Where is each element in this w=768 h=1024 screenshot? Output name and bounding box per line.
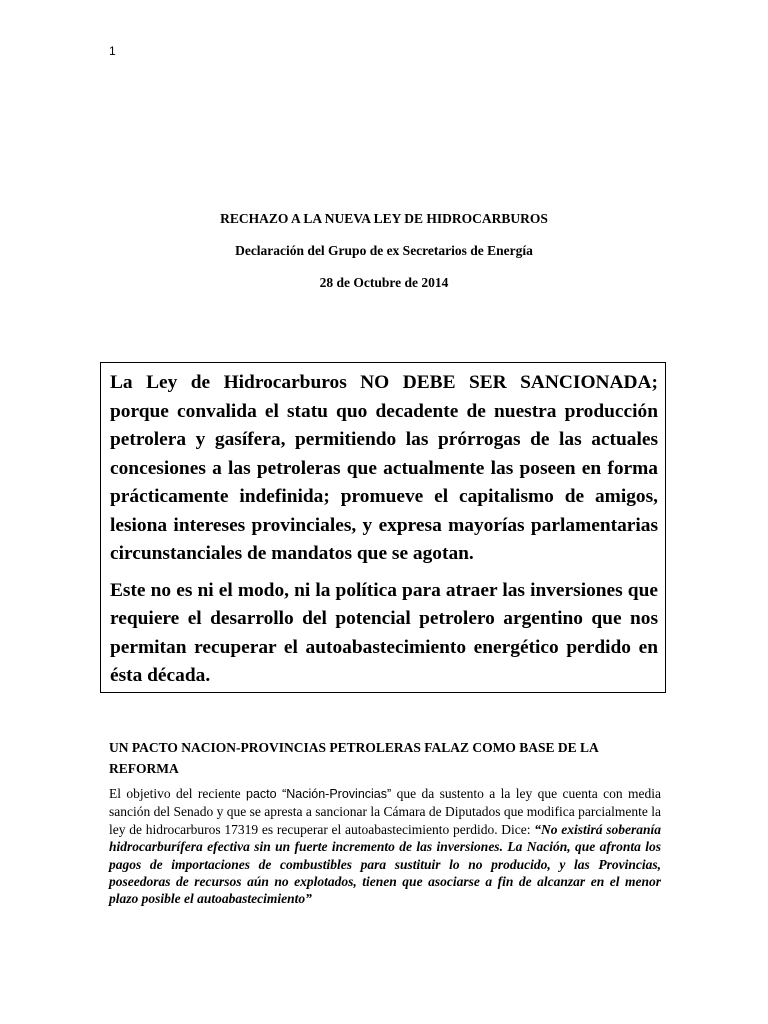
- document-date: 28 de Octubre de 2014: [319, 275, 449, 290]
- quoted-text: “No existirá soberanía hidrocarburífera efectiva sin un fuerte incremento de las inversiones. La Nación, que afronta los pagos de importaciones de combustibles para sustituir lo no producido, y las Provincias, poseedoras de recursos aún no explotados, tienen que asociarse a fin de alcanzar en el menor plazo posible el autoabastecimiento”: [109, 821, 661, 907]
- page-number: 1: [109, 44, 116, 58]
- document-subtitle: Declaración del Grupo de ex Secretarios de Energía: [235, 243, 533, 258]
- section-body: [109, 785, 661, 908]
- pacto-name: pacto “Nación-Provincias”: [246, 787, 392, 801]
- callout-paragraph-1: La Ley de Hidrocarburos NO DEBE SER SANCIONADA; porque convalida el statu quo decadente de nuestra producción petrolera y gasífera, permitiendo las prórrogas de las actuales concesiones a las petroleras que actualmente las poseen en forma prácticamente indefinida; promueve el capitalismo de amigos, lesiona intereses provinciales, y expresa mayorías parlamentarias circunstanciales de mandatos que se agotan.: [110, 372, 658, 564]
- body-main-text: que da sustento a la ley que cuenta con media sanción del Senado y que se apresta a sancionar la Cámara de Diputados que modifica parcialmente la ley de hidrocarburos 17319 es recuperar el autoabastecimiento perdido. Dice:: [109, 786, 662, 837]
- body-intro-text: El objetivo del reciente: [109, 786, 247, 801]
- callout-box: [100, 362, 666, 693]
- section-heading: UN PACTO NACION-PROVINCIAS PETROLERAS FALAZ COMO BASE DE LA REFORMA: [109, 740, 599, 776]
- document-title: RECHAZO A LA NUEVA LEY DE HIDROCARBUROS: [220, 211, 548, 226]
- callout-paragraph-2: Este no es ni el modo, ni la política para atraer las inversiones que requiere el desarrollo del potencial petrolero argentino que nos permitan recuperar el autoabastecimiento energético perdido en ésta década.: [110, 579, 658, 686]
